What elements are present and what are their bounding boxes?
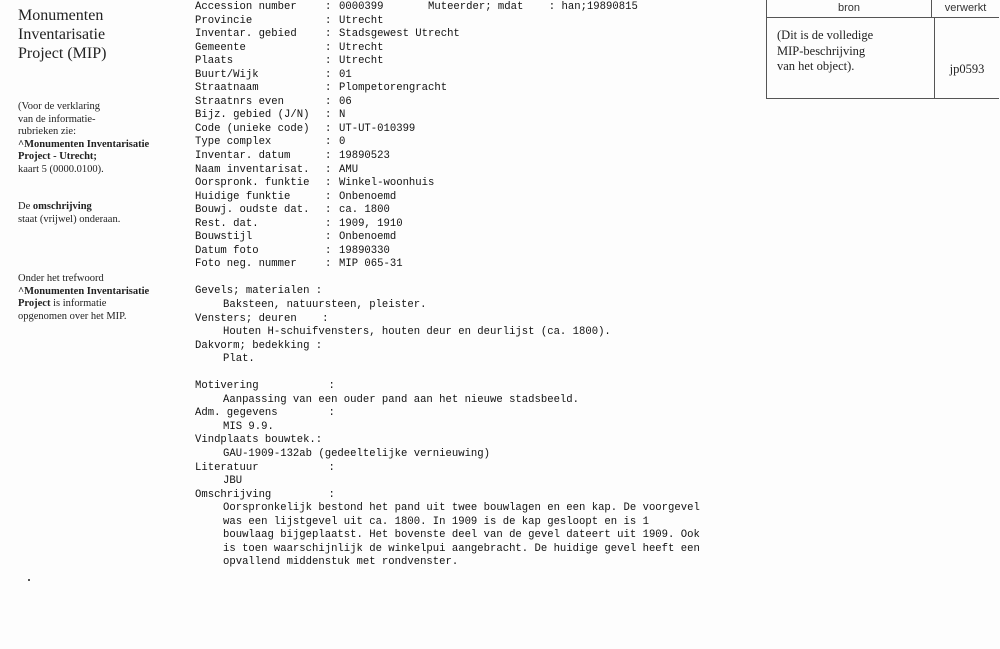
- field-label: Bouwj. oudste dat.: [195, 204, 310, 217]
- field-row: [195, 177, 755, 191]
- field-label: Datum foto: [195, 244, 259, 257]
- field-separator: :: [325, 1, 338, 13]
- field-label: Foto neg. nummer: [195, 258, 297, 271]
- field-label: Bouwstijl: [195, 231, 253, 244]
- field-row: [195, 191, 755, 205]
- note-line: (Voor de verklaring: [18, 101, 101, 112]
- field-label: Oorspronk. funktie: [195, 177, 310, 190]
- section-text: bouwlaag bijgeplaatst. Het bovenste deel van de gevel dateert uit 1909. Ook: [223, 529, 700, 542]
- title-line: Project (MIP): [18, 45, 107, 62]
- section-label: Motivering :: [195, 380, 335, 393]
- field-label: Plaats: [195, 55, 234, 68]
- desc-line: (Dit is de volledige: [777, 28, 874, 42]
- field-value: 06: [339, 95, 352, 108]
- section-label: Vindplaats bouwtek.:: [195, 434, 323, 447]
- field-separator: :: [325, 204, 338, 217]
- field-label: Gemeente: [195, 41, 246, 54]
- field-value: 0000399: [339, 1, 384, 13]
- note-text: De: [18, 201, 33, 212]
- field-row: [195, 55, 755, 69]
- field-row: [195, 96, 755, 110]
- note-bold: Project: [18, 298, 51, 309]
- keyword-note: [18, 273, 188, 323]
- field-separator: :: [325, 150, 338, 163]
- field-separator: :: [325, 190, 338, 203]
- source-box-body: [767, 18, 999, 98]
- section: [195, 462, 755, 489]
- field-separator: :: [325, 14, 338, 27]
- field-separator: :: [325, 109, 338, 122]
- processed-code: jp0593: [949, 62, 985, 76]
- field-separator: :: [325, 68, 338, 81]
- field-row: [195, 150, 755, 164]
- field-label: Huidige funktie: [195, 190, 291, 203]
- field-value: 19890523: [339, 150, 390, 163]
- section-label: Adm. gegevens :: [195, 407, 335, 420]
- field-value: Winkel-woonhuis: [339, 177, 435, 190]
- field-label: Bijz. gebied (J/N): [195, 109, 310, 122]
- section: [195, 434, 755, 461]
- field-row: [195, 231, 755, 245]
- field-separator: :: [325, 82, 338, 95]
- muteerder-label: Muteerder; mdat: [428, 1, 524, 13]
- field-value: ca. 1800: [339, 204, 390, 217]
- field-separator: :: [325, 122, 338, 135]
- section-group-2: [195, 380, 755, 570]
- section-label: Vensters; deuren :: [195, 312, 329, 325]
- field-value: Stadsgewest Utrecht: [339, 28, 460, 41]
- field-separator: :: [325, 136, 338, 149]
- field-separator: :: [325, 163, 338, 176]
- field-list: [195, 1, 755, 272]
- header-bron: bron: [767, 0, 932, 17]
- section-label: Gevels; materialen :: [195, 285, 323, 298]
- field-row: [195, 136, 755, 150]
- section: [195, 285, 755, 312]
- section-text: Houten H-schuifvensters, houten deur en deurlijst (ca. 1800).: [223, 326, 611, 339]
- field-value: Onbenoemd: [339, 190, 397, 203]
- section-label: Dakvorm; bedekking :: [195, 339, 323, 352]
- field-label: Inventar. datum: [195, 150, 291, 163]
- section-text: is toen waarschijnlijk de winkelpui aangebracht. De huidige gevel heeft een: [223, 542, 700, 555]
- field-separator: :: [325, 217, 338, 230]
- field-value: Onbenoemd: [339, 231, 397, 244]
- section-text: MIS 9.9.: [223, 420, 274, 433]
- note-text: is informatie: [50, 298, 107, 309]
- field-separator: :: [325, 231, 338, 244]
- field-value: 0: [339, 136, 346, 149]
- field-separator: :: [325, 41, 338, 54]
- section: [195, 489, 755, 570]
- field-separator: :: [325, 95, 338, 108]
- section-text: Aanpassing van een ouder pand aan het nieuwe stadsbeeld.: [223, 393, 580, 406]
- field-value: Utrecht: [339, 55, 384, 68]
- field-label: Buurt/Wijk: [195, 68, 259, 81]
- field-row: [195, 42, 755, 56]
- field-label: Inventar. gebied: [195, 28, 297, 41]
- section: [195, 340, 755, 367]
- field-value: AMU: [339, 163, 359, 176]
- section-label: Omschrijving :: [195, 488, 335, 501]
- field-label: Provincie: [195, 14, 253, 27]
- note-line: opgenomen over het MIP.: [18, 310, 127, 322]
- field-row: [195, 123, 755, 137]
- header-verwerkt: verwerkt: [944, 2, 987, 14]
- note-bold: omschrijving: [32, 201, 92, 212]
- scan-speck: [28, 579, 30, 581]
- field-row: [195, 164, 755, 178]
- section-text: was een lijstgevel uit ca. 1800. In 1909 is de kap gesloopt en is 1: [223, 515, 649, 528]
- section: [195, 313, 755, 340]
- field-label: Type complex: [195, 136, 272, 149]
- field-row: [195, 109, 755, 123]
- field-row: [195, 28, 755, 42]
- field-row: [195, 204, 755, 218]
- field-separator: :: [325, 177, 338, 190]
- note-line: kaart 5 (0000.0100).: [18, 163, 104, 175]
- muteerder-value: han;19890815: [561, 1, 638, 13]
- note-line: [18, 201, 188, 214]
- field-separator: :: [325, 244, 338, 257]
- field-row: [195, 245, 755, 259]
- section-text: Baksteen, natuursteen, pleister.: [223, 298, 427, 311]
- field-label: Straatnrs even: [195, 95, 285, 108]
- field-value: MIP 065-31: [339, 258, 403, 271]
- field-row: [195, 218, 755, 232]
- field-label: Code (unieke code): [195, 122, 310, 135]
- field-value: 19890330: [339, 244, 390, 257]
- section-text: opvallend middenstuk met rondvenster.: [223, 556, 459, 569]
- note-line: rubrieken zie:: [18, 126, 77, 137]
- field-row: [195, 15, 755, 29]
- field-separator: :: [523, 1, 562, 13]
- title-line: Inventarisatie: [18, 26, 106, 43]
- field-row: [195, 82, 755, 96]
- section-label: Literatuur :: [195, 461, 335, 474]
- muteerder-field: [428, 1, 638, 15]
- note-line: [18, 298, 188, 311]
- record-body: [195, 1, 755, 570]
- field-label: Accession number: [195, 1, 297, 13]
- section-text: GAU-1909-132ab (gedeeltelijke vernieuwing): [223, 447, 491, 460]
- note-line: staat (vrijwel) onderaan.: [18, 213, 121, 225]
- field-value: 1909, 1910: [339, 217, 403, 230]
- section-text: Oorspronkelijk bestond het pand uit twee bouwlagen en een kap. De voorgevel: [223, 502, 700, 515]
- field-value: 01: [339, 68, 352, 81]
- field-separator: :: [325, 28, 338, 41]
- section: [195, 407, 755, 434]
- section-text: JBU: [223, 475, 243, 488]
- sidebar: [18, 6, 188, 323]
- field-label: Naam inventarisat.: [195, 163, 310, 176]
- source-description: [767, 18, 935, 98]
- field-separator: :: [325, 258, 338, 271]
- title-line: Monumenten: [18, 7, 104, 24]
- explanation-note: [18, 101, 188, 176]
- field-row: [195, 1, 755, 15]
- field-row: [195, 69, 755, 83]
- field-value: UT-UT-010399: [339, 122, 416, 135]
- source-box-header: [767, 0, 999, 18]
- note-line: ^Monumenten Inventarisatie: [18, 138, 150, 150]
- field-value: Utrecht: [339, 41, 384, 54]
- field-label: Straatnaam: [195, 82, 259, 95]
- source-box: [766, 0, 999, 99]
- note-line: Project - Utrecht;: [18, 151, 97, 162]
- description-note: [18, 201, 188, 226]
- field-label: Rest. dat.: [195, 217, 259, 230]
- section-group-1: [195, 285, 755, 366]
- note-line: Onder het trefwoord: [18, 273, 104, 284]
- desc-line: MIP-beschrijving: [777, 43, 866, 58]
- note-line: ^Monumenten Inventarisatie: [18, 285, 150, 297]
- note-line: van de informatie-: [18, 113, 96, 125]
- field-separator: :: [325, 55, 338, 68]
- field-value: Utrecht: [339, 14, 384, 27]
- desc-line: van het object).: [777, 59, 855, 73]
- field-value: N: [339, 109, 346, 122]
- field-row: [195, 258, 755, 272]
- sidebar-title: [18, 6, 188, 63]
- field-value: Plompetorengracht: [339, 82, 448, 95]
- section: [195, 380, 755, 407]
- section-text: Plat.: [223, 353, 255, 366]
